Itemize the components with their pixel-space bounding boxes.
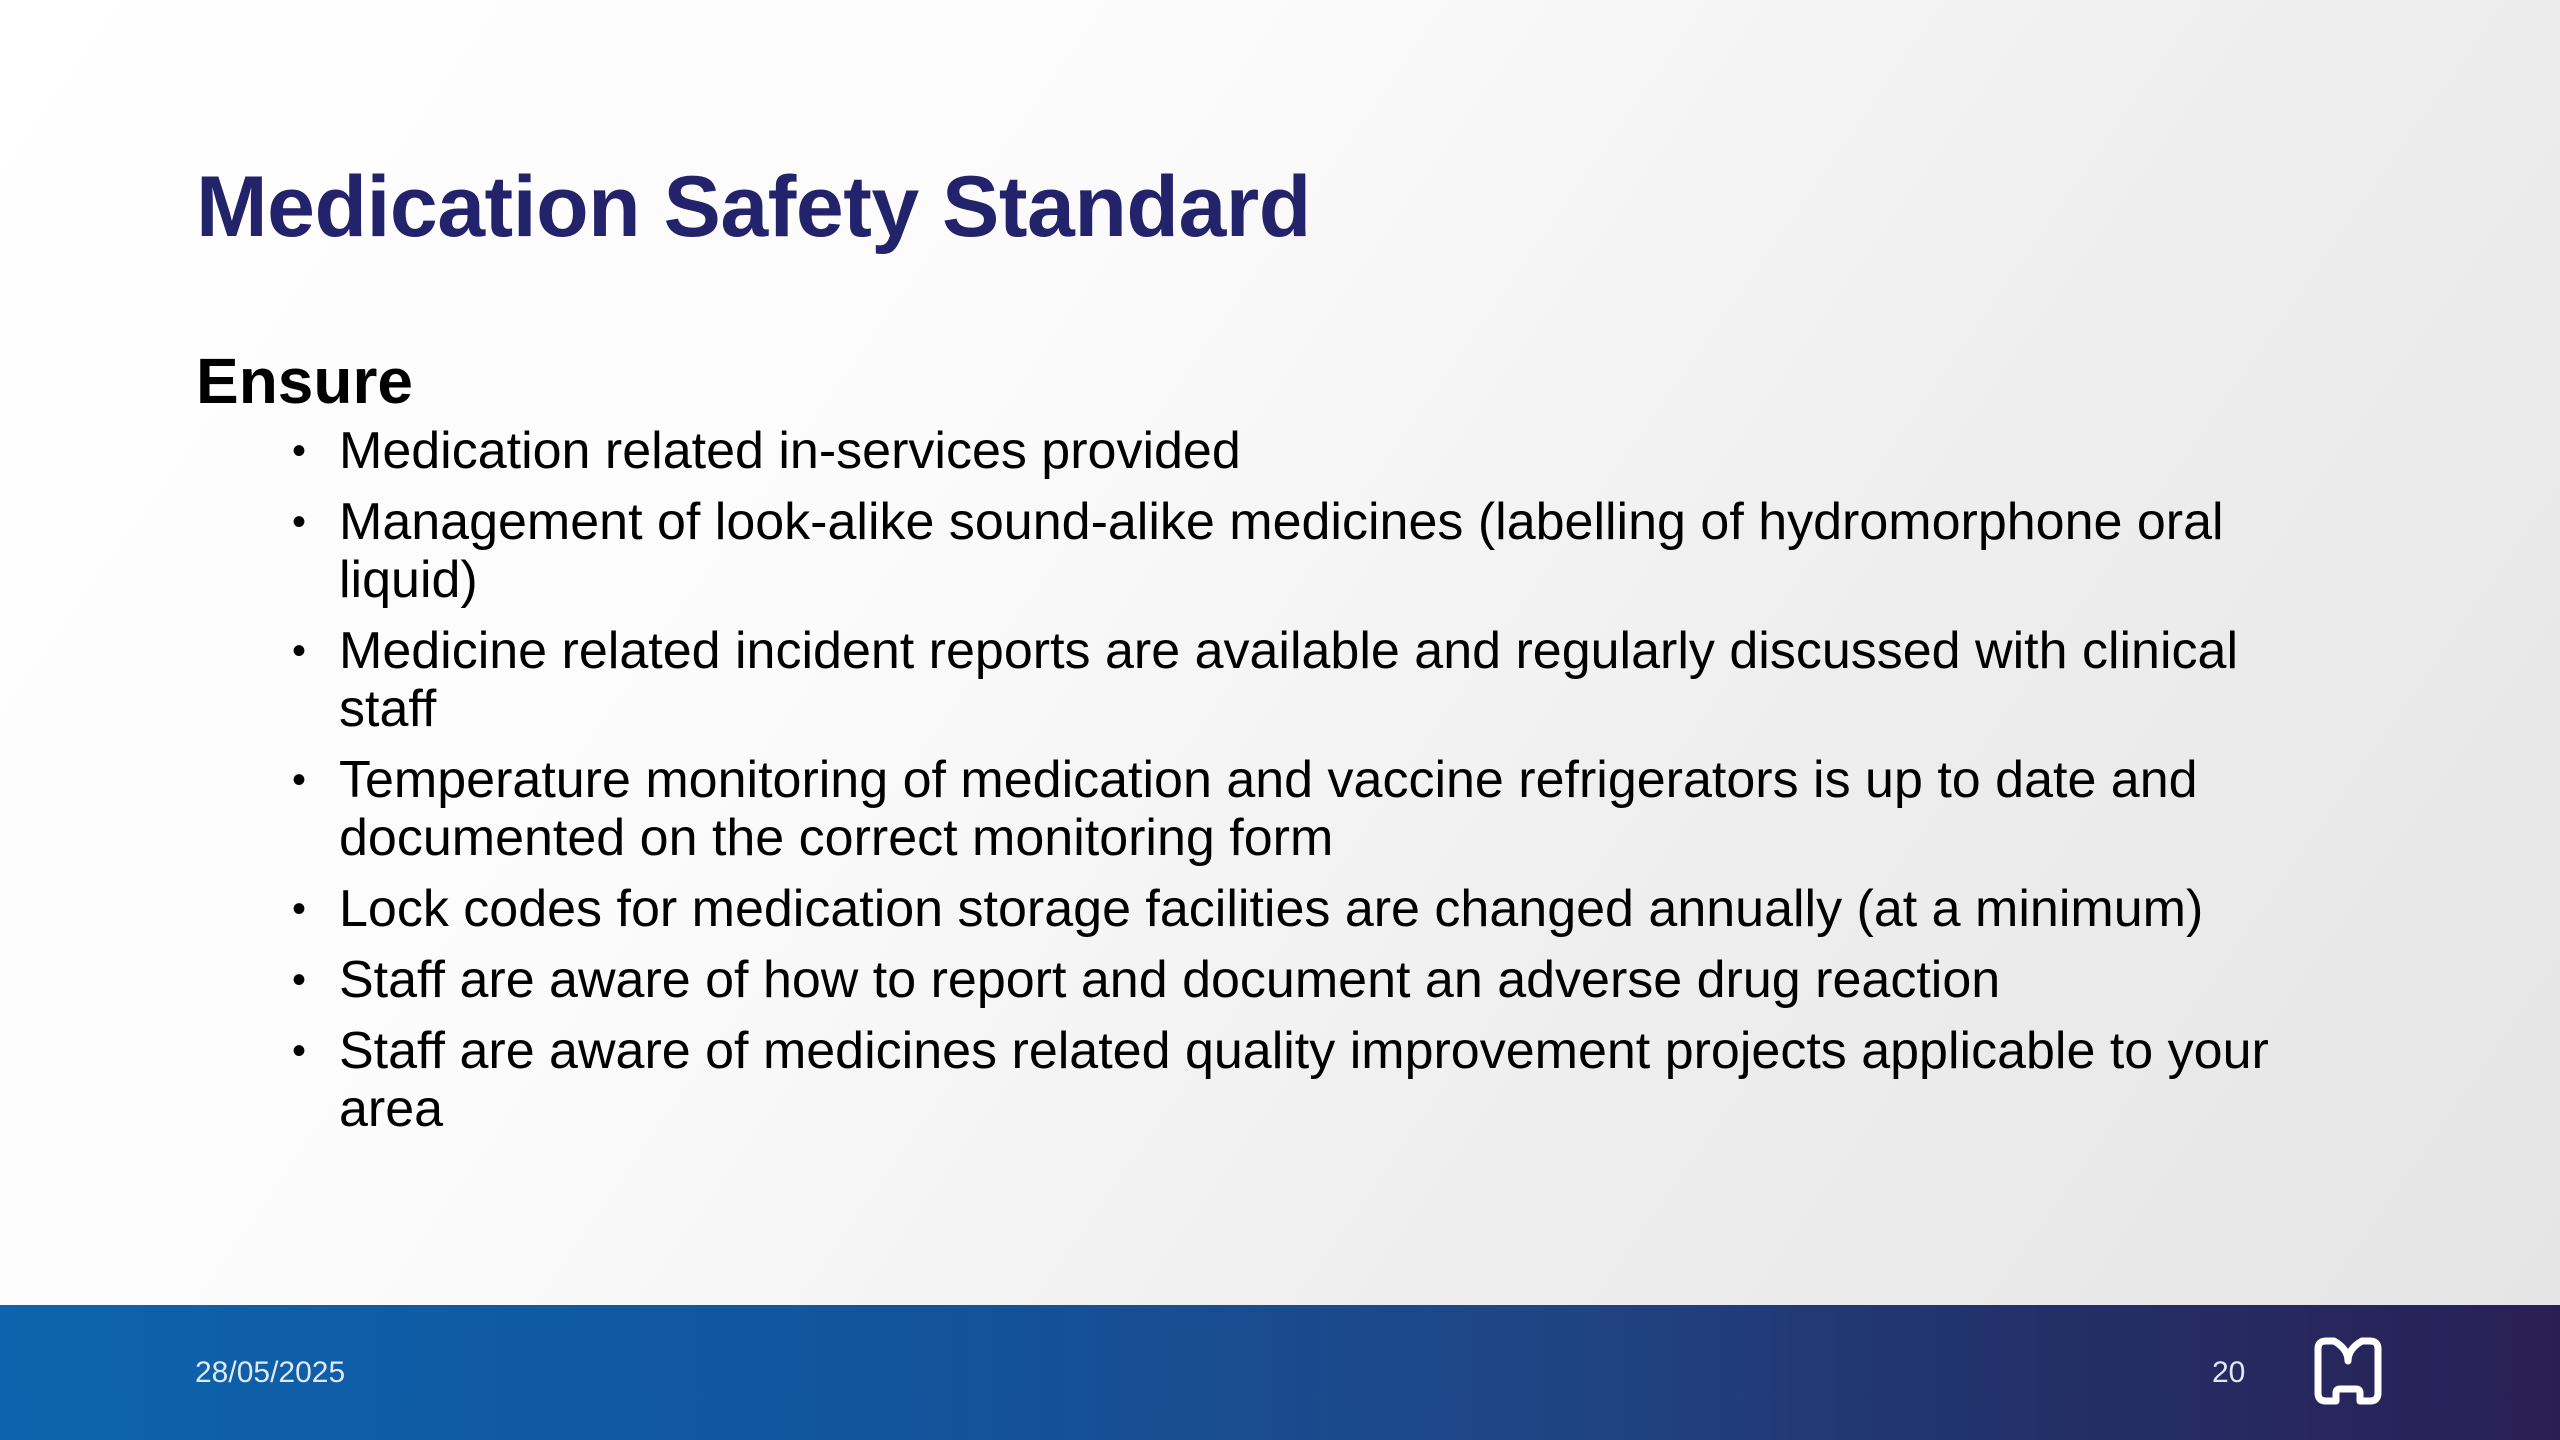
bullet-item-lock-codes bbox=[196, 880, 2326, 938]
bullet-dot-icon: • bbox=[292, 500, 307, 544]
bullet-text: Lock codes for medication storage facilities are changed annually (at a minimum) bbox=[339, 880, 2204, 938]
subheading: Ensure bbox=[196, 345, 413, 417]
bullet-item-inservices bbox=[196, 422, 2326, 480]
slide-content bbox=[196, 342, 2326, 1151]
bullet-list bbox=[196, 422, 2326, 1138]
bullet-item-lasa-medicines bbox=[196, 493, 2326, 609]
bullet-item-quality-improvement bbox=[196, 1022, 2326, 1138]
footer-date: 28/05/2025 bbox=[195, 1356, 346, 1389]
bullet-dot-icon: • bbox=[292, 1029, 307, 1073]
bullet-text: Medication related in-services provided bbox=[339, 422, 1241, 480]
bullet-item-temperature-monitoring bbox=[196, 751, 2326, 867]
bullet-text: Temperature monitoring of medication and vaccine refrigerators is up to date and documented on the correct monitoring form bbox=[339, 751, 2198, 867]
brand-logo-icon bbox=[2310, 1335, 2386, 1411]
bullet-dot-icon: • bbox=[292, 429, 307, 473]
bullet-dot-icon: • bbox=[292, 887, 307, 931]
bullet-dot-icon: • bbox=[292, 958, 307, 1002]
bullet-text: Staff are aware of how to report and document an adverse drug reaction bbox=[339, 951, 2001, 1009]
bullet-text: Medicine related incident reports are available and regularly discussed with clinical staff bbox=[339, 622, 2238, 738]
slide-footer bbox=[0, 1305, 2560, 1440]
bullet-item-incident-reports bbox=[196, 622, 2326, 738]
bullet-item-adverse-drug-reaction bbox=[196, 951, 2326, 1009]
bullet-dot-icon: • bbox=[292, 629, 307, 673]
page-number: 20 bbox=[2212, 1356, 2246, 1389]
bullet-text: Staff are aware of medicines related quality improvement projects applicable to your area bbox=[339, 1022, 2269, 1138]
bullet-text: Management of look-alike sound-alike medicines (labelling of hydromorphone oral liquid) bbox=[339, 493, 2224, 609]
slide-title: Medication Safety Standard bbox=[196, 159, 1311, 255]
bullet-dot-icon: • bbox=[292, 758, 307, 802]
